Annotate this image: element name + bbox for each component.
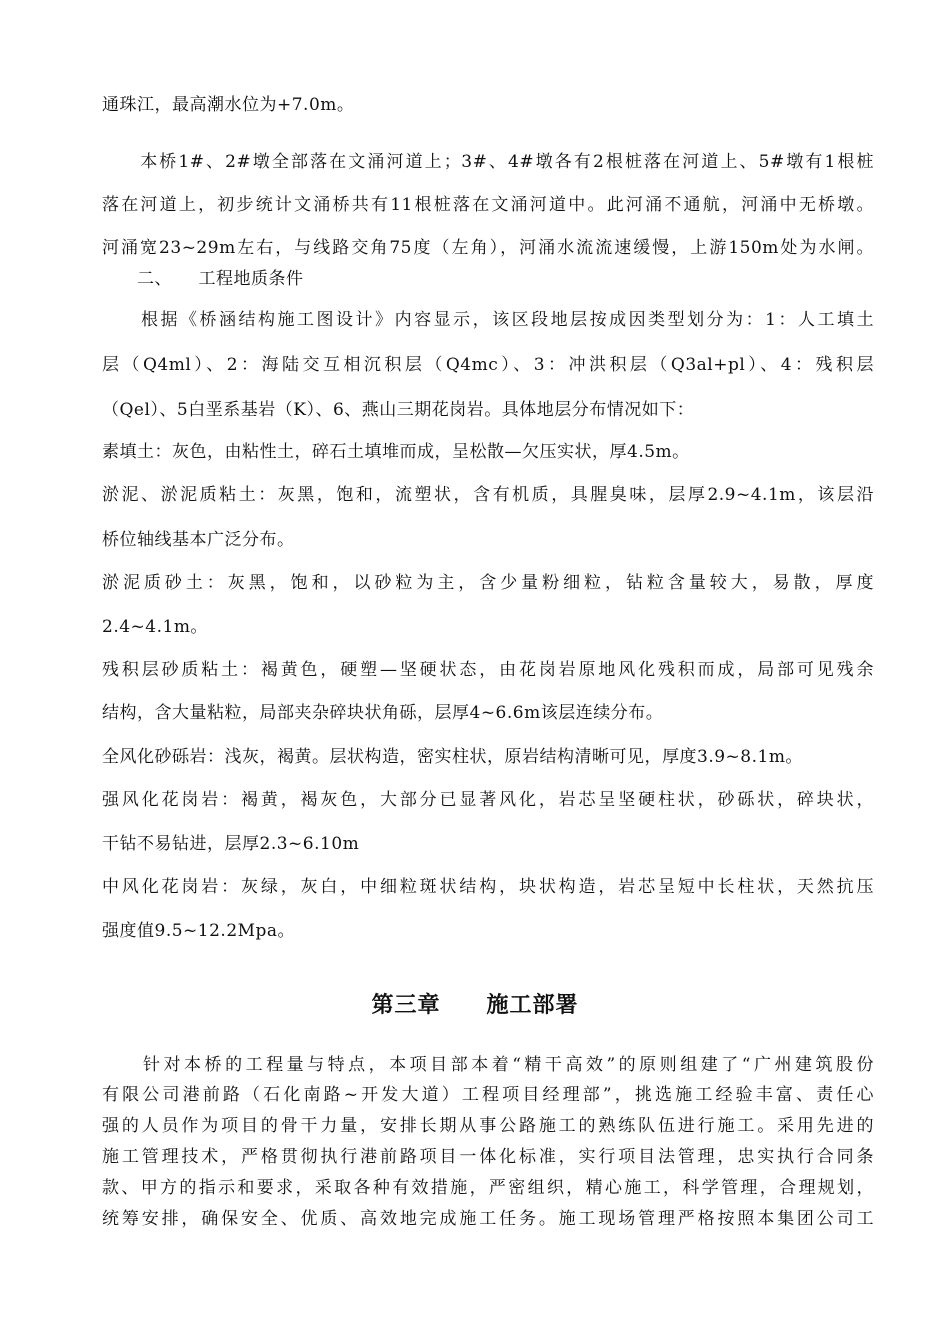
layer-description: 淤泥、淤泥质粘土：灰黑，饱和，流塑状，含有机质，具腥臭味，层厚2.9~4.1m，该层沿 [102,485,874,505]
paragraph-line: （Qel）、5白垩系基岩（K）、6、燕山三期花岗岩。具体地层分布情况如下： [102,400,695,420]
layer-description: 淤泥质砂土：灰黑，饱和，以砂粒为主，含少量粉细粒，钻粒含量较大，易散，厚度 [102,573,874,593]
layer-description: 素填土：灰色，由粘性土，碎石土填堆而成，呈松散—欠压实状，厚4.5m。 [102,442,690,462]
paragraph-line: 本桥1#、2#墩全部落在文涌河道上；3#、4#墩各有2根桩落在河道上、5#墩有1根桩 [102,152,874,172]
chapter-title: 第三章 施工部署 [371,992,579,1018]
layer-description: 2.4~4.1m。 [102,617,208,637]
paragraph-line: 层（Q4ml）、2：海陆交互相沉积层（Q4mc）、3：冲洪积层（Q3al+pl）、4：残积层 [102,355,874,375]
paragraph-line: 河涌宽23~29m左右，与线路交角75度（左角），河涌水流流速缓慢，上游150m处为水闸。 [102,238,874,258]
layer-description: 结构，含大量粘粒，局部夹杂碎块状角砾，层厚4~6.6m该层连续分布。 [102,703,664,723]
layer-description: 残积层砂质粘土：褐黄色，硬塑—坚硬状态，由花岗岩原地风化残积而成，局部可见残余 [102,660,874,680]
paragraph-line: 统筹安排，确保安全、优质、高效地完成施工任务。施工现场管理严格按照本集团公司工 [102,1209,874,1229]
paragraph-line: 强的人员作为项目的骨干力量，安排长期从事公路施工的熟练队伍进行施工。采用先进的 [102,1116,874,1136]
layer-description: 干钻不易钻进，层厚2.3~6.10m [102,834,360,854]
paragraph-line: 落在河道上，初步统计文涌桥共有11根桩落在文涌河道中。此河涌不通航，河涌中无桥墩。 [102,195,874,215]
paragraph-line: 款、甲方的指示和要求，采取各种有效措施，严密组织，精心施工，科学管理，合理规划， [102,1178,874,1198]
paragraph-line: 通珠江，最高潮水位为+7.0m。 [102,95,355,115]
layer-description: 全风化砂砾岩：浅灰，褐黄。层状构造，密实柱状，原岩结构清晰可见，厚度3.9~8.1m。 [102,747,803,767]
layer-description: 强风化花岗岩：褐黄，褐灰色，大部分已显著风化，岩芯呈坚硬柱状，砂砾状，碎块状， [102,790,874,810]
paragraph-line: 针对本桥的工程量与特点，本项目部本着“精干高效”的原则组建了“广州建筑股份 [102,1055,874,1075]
layer-description: 桥位轴线基本广泛分布。 [102,530,295,550]
section-heading: 二、 工程地质条件 [102,269,304,289]
layer-description: 强度值9.5~12.2Mpa。 [102,921,296,941]
paragraph-line: 有限公司港前路（石化南路~开发大道）工程项目经理部”，挑选施工经验丰富、责任心 [102,1085,874,1105]
layer-description: 中风化花岗岩：灰绿，灰白，中细粒斑状结构，块状构造，岩芯呈短中长柱状，天然抗压 [102,877,874,897]
paragraph-line: 根据《桥涵结构施工图设计》内容显示，该区段地层按成因类型划分为：1：人工填土 [102,310,874,330]
paragraph-line: 施工管理技术，严格贯彻执行港前路项目一体化标准，实行项目法管理，忠实执行合同条 [102,1147,874,1167]
